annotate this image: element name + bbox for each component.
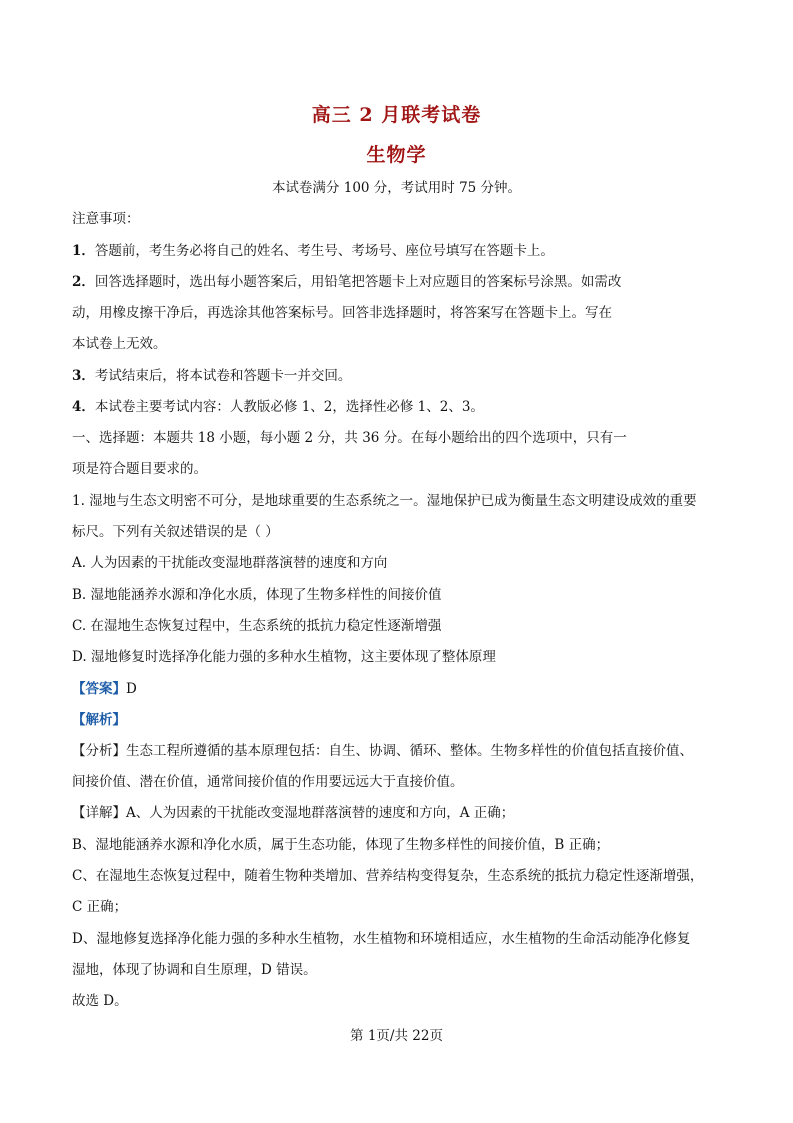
- answer-value: D: [126, 681, 137, 697]
- analysis-tag: 【解析】: [72, 712, 126, 728]
- conclusion-line: 故选 D。: [72, 993, 128, 1009]
- note-2-text-a: 回答选择题时，选出每小题答案后，用铅笔把答题卡上对应题目的答案标号涂黑。如需改: [94, 274, 622, 290]
- detail-line-b: B、湿地能涵养水源和净化水质，属于生态功能，体现了生物多样性的间接价值，B 正确；: [72, 837, 610, 853]
- note-3-number: 3．: [72, 368, 95, 384]
- note-1-number: 1．: [72, 243, 95, 259]
- fenxi-tag: 【分析】: [72, 743, 126, 759]
- notes-heading: 注意事项：: [72, 211, 140, 227]
- question-1-option-b: B. 湿地能涵养水源和净化水质，体现了生物多样性的间接价值: [72, 587, 442, 603]
- detail-line-c2: C 正确；: [72, 899, 128, 915]
- question-1-option-c: C. 在湿地生态恢复过程中，生态系统的抵抗力稳定性逐渐增强: [72, 618, 442, 634]
- question-1-option-a: A. 人为因素的干扰能改变湿地群落演替的速度和方向: [72, 555, 388, 571]
- detail-line-d1: D、湿地修复选择净化能力强的多种水生植物，水生植物和环境相适应，水生植物的生命活动能净化修复: [72, 931, 691, 947]
- detail-line-c1: C、在湿地生态恢复过程中，随着生物种类增加、营养结构变得复杂，生态系统的抵抗力稳定性逐渐增强，: [72, 868, 704, 884]
- note-3-text: 考试结束后，将本试卷和答题卡一并交回。: [94, 368, 352, 384]
- note-2: [72, 272, 621, 292]
- section-instructions-1: 一、选择题：本题共 18 小题，每小题 2 分，共 36 分。在每小题给出的四个选项中，只有一: [72, 430, 627, 446]
- note-4-text: 本试卷主要考试内容：人教版必修 1、2，选择性必修 1、2、3。: [94, 399, 484, 415]
- answer-tag: 【答案】: [72, 681, 126, 697]
- note-2-text-c: 本试卷上无效。: [72, 336, 167, 352]
- question-1-option-d: D. 湿地修复时选择净化能力强的多种水生植物，这主要体现了整体原理: [72, 649, 496, 665]
- note-1-text: 答题前，考生务必将自己的姓名、考生号、考场号、座位号填写在答题卡上。: [94, 243, 554, 259]
- exam-title: 高三 2 月联考试卷: [311, 104, 482, 126]
- note-4-number: 4．: [72, 399, 95, 415]
- note-2-number: 2．: [72, 274, 95, 290]
- fenxi-line-1: [72, 741, 693, 761]
- detail-line-a: [72, 803, 514, 823]
- detail-text-a: A、人为因素的干扰能改变湿地群落演替的速度和方向，A 正确；: [126, 805, 515, 821]
- section-instructions-2: 项是符合题目要求的。: [72, 461, 207, 477]
- note-4: [72, 397, 484, 417]
- fenxi-text-1: 生态工程所遵循的基本原理包括：自生、协调、循环、整体。生物多样性的价值包括直接价值、: [126, 743, 693, 759]
- note-1: [72, 241, 554, 261]
- note-3: [72, 366, 351, 386]
- detail-line-d2: 湿地，体现了协调和自生原理，D 错误。: [72, 962, 317, 978]
- exam-info: 本试卷满分 100 分，考试用时 75 分钟。: [271, 180, 522, 196]
- note-2-text-b: 动，用橡皮擦干净后，再选涂其他答案标号。回答非选择题时，将答案写在答题卡上。写在: [72, 305, 612, 321]
- answer-line: [72, 679, 137, 699]
- subject-title: 生物学: [366, 144, 427, 166]
- question-1-stem-1: 1. 湿地与生态文明密不可分，是地球重要的生态系统之一。湿地保护已成为衡量生态文明建设成效的重要: [72, 493, 697, 509]
- fenxi-line-2: 间接价值、潜在价值，通常间接价值的作用要远远大于直接价值。: [72, 774, 464, 790]
- page-footer: 第 1页/共 22页: [350, 1028, 443, 1044]
- analysis-line: [72, 710, 126, 730]
- question-1-stem-2: 标尺。下列有关叙述错误的是（ ）: [72, 524, 279, 540]
- detail-tag: 【详解】: [72, 805, 126, 821]
